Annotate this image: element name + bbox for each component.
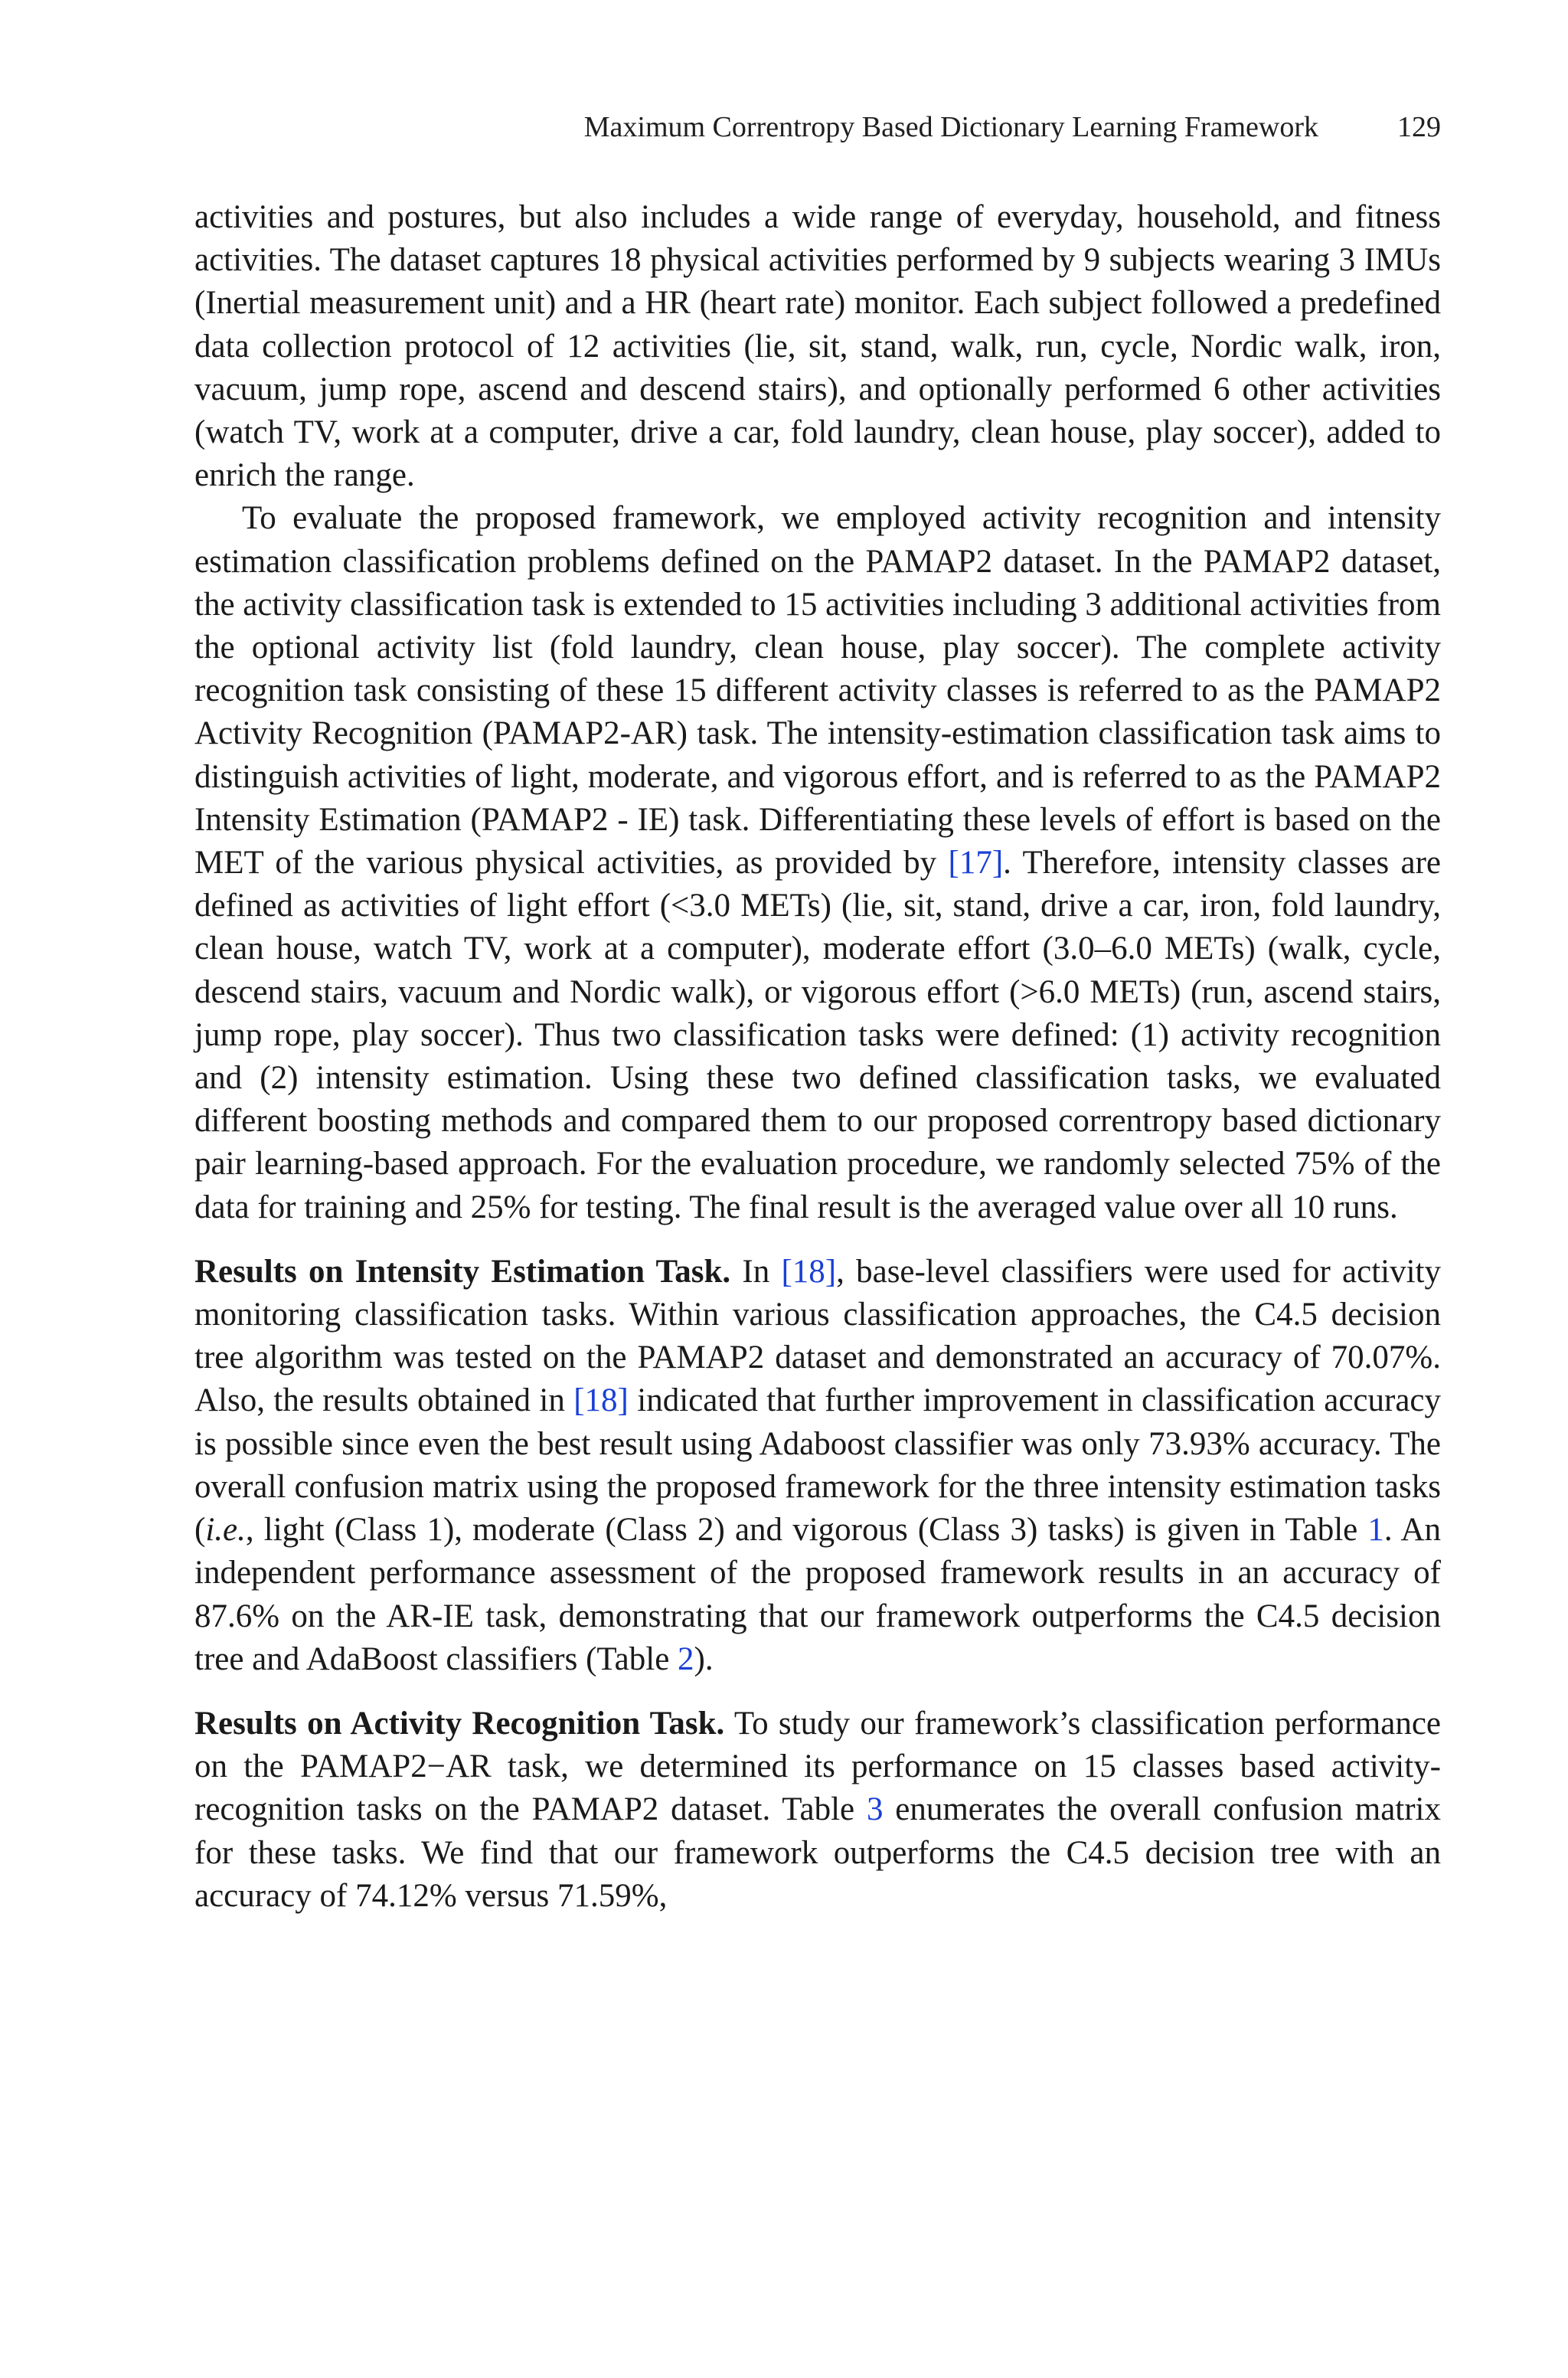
running-title: Maximum Correntropy Based Dictionary Learning Framework bbox=[583, 111, 1318, 143]
paragraph-evaluation-setup bbox=[194, 497, 1441, 1228]
paragraph-text: . An independent performance assessment of the proposed framework results in an accuracy of 87.6% on the AR-IE task, demonstrating that our framework outperforms the C4.5 decision tree and AdaBoost classifiers (Table bbox=[194, 1512, 1441, 1677]
paragraph-text: enumerates the overall confusion matrix for these tasks. We find that our framework outperforms the C4.5 decision tree with an accuracy of 74.12% versus 71.59%, bbox=[194, 1791, 1441, 1914]
section-heading-activity: Results on Activity Recognition Task. bbox=[194, 1705, 725, 1742]
table-link-1[interactable]: 1 bbox=[1367, 1512, 1384, 1549]
paragraph-text: To study our framework’s classification performance on the PAMAP2−AR task, we determined its performance on 15 classes based activity-recognition tasks on the PAMAP2 dataset. Table bbox=[194, 1705, 1441, 1828]
paragraph-intensity-results bbox=[194, 1251, 1441, 1681]
table-link-2[interactable]: 2 bbox=[678, 1640, 694, 1677]
paragraph-text: . Therefore, intensity classes are defined as activities of light effort (<3.0 METs) (lie, sit, stand, drive a car, iron, fold laundry, clean house, watch TV, work at a computer), moderate effort (3.0–6.0 METs) (walk, cycle, descend stairs, vacuum and Nordic walk), or vigorous effort (>6.0 METs) (run, ascend stairs, jump rope, play soccer). Thus two classification tasks were defined: (1) activity recognition and (2) intensity estimation. Using these two defined classification tasks, we evaluated different boosting methods and compared them to our proposed correntropy based dictionary pair learning-based approach. For the evaluation procedure, we randomly selected 75% of the data for training and 25% for testing. The final result is the averaged value over all 10 runs. bbox=[194, 845, 1441, 1225]
running-header bbox=[194, 104, 1441, 150]
italic-ie: i.e. bbox=[205, 1512, 246, 1549]
paragraph-text: activities and postures, but also includes a wide range of everyday, household, and fitness activities. The dataset captures 18 physical activities performed by 9 subjects wearing 3 IMUs (Inertial measurement unit) and a HR (heart rate) monitor. Each subject followed a predefined data collection protocol of 12 activities (lie, sit, stand, walk, run, cycle, Nordic walk, iron, vacuum, jump rope, ascend and descend stairs), and optionally performed 6 other activities (watch TV, work at a computer, drive a car, fold laundry, clean house, play soccer), added to enrich the range. bbox=[194, 199, 1441, 494]
paragraph-dataset-description bbox=[194, 196, 1441, 497]
citation-link-17[interactable]: [17] bbox=[948, 845, 1004, 882]
paragraph-text: ). bbox=[694, 1640, 714, 1677]
body-text bbox=[194, 196, 1441, 1918]
paper-page bbox=[194, 104, 1441, 1918]
section-heading-intensity: Results on Intensity Estimation Task. bbox=[194, 1253, 731, 1290]
paragraph-text: To evaluate the proposed framework, we employed activity recognition and intensity estimation classification problems defined on the PAMAP2 dataset. In the PAMAP2 dataset, the activity classification task is extended to 15 activities including 3 additional activities from the optional activity list (fold laundry, clean house, play soccer). The complete activity recognition task consisting of these 15 different activity classes is referred to as the PAMAP2 Activity Recognition (PAMAP2-AR) task. The intensity-estimation classification task aims to distinguish activities of light, moderate, and vigorous effort, and is referred to as the PAMAP2 Intensity Estimation (PAMAP2 - IE) task. Differentiating these levels of effort is based on the MET of the various physical activities, as provided by bbox=[194, 500, 1441, 882]
paragraph-text: indicated that further improvement in classification accuracy is possible since even the best result using Adaboost classifier was only 73.93% accuracy. The overall confusion matrix using the proposed framework for the three intensity estimation tasks ( bbox=[194, 1382, 1441, 1549]
paragraph-text: In bbox=[730, 1253, 782, 1290]
citation-link-18[interactable]: [18] bbox=[781, 1253, 837, 1290]
paragraph-activity-results bbox=[194, 1703, 1441, 1918]
citation-link-18-second[interactable]: [18] bbox=[573, 1382, 629, 1419]
paragraph-text: , base-level classifiers were used for activity monitoring classification tasks. Within various classification approaches, the C4.5 decision tree algorithm was tested on the PAMAP2 dataset and demonstrated an accuracy of 70.07%. Also, the results obtained in bbox=[194, 1253, 1441, 1419]
table-link-3[interactable]: 3 bbox=[866, 1791, 884, 1828]
paragraph-text: , light (Class 1), moderate (Class 2) and vigorous (Class 3) tasks) is given in Table bbox=[245, 1512, 1368, 1549]
page-number: 129 bbox=[1397, 111, 1441, 143]
